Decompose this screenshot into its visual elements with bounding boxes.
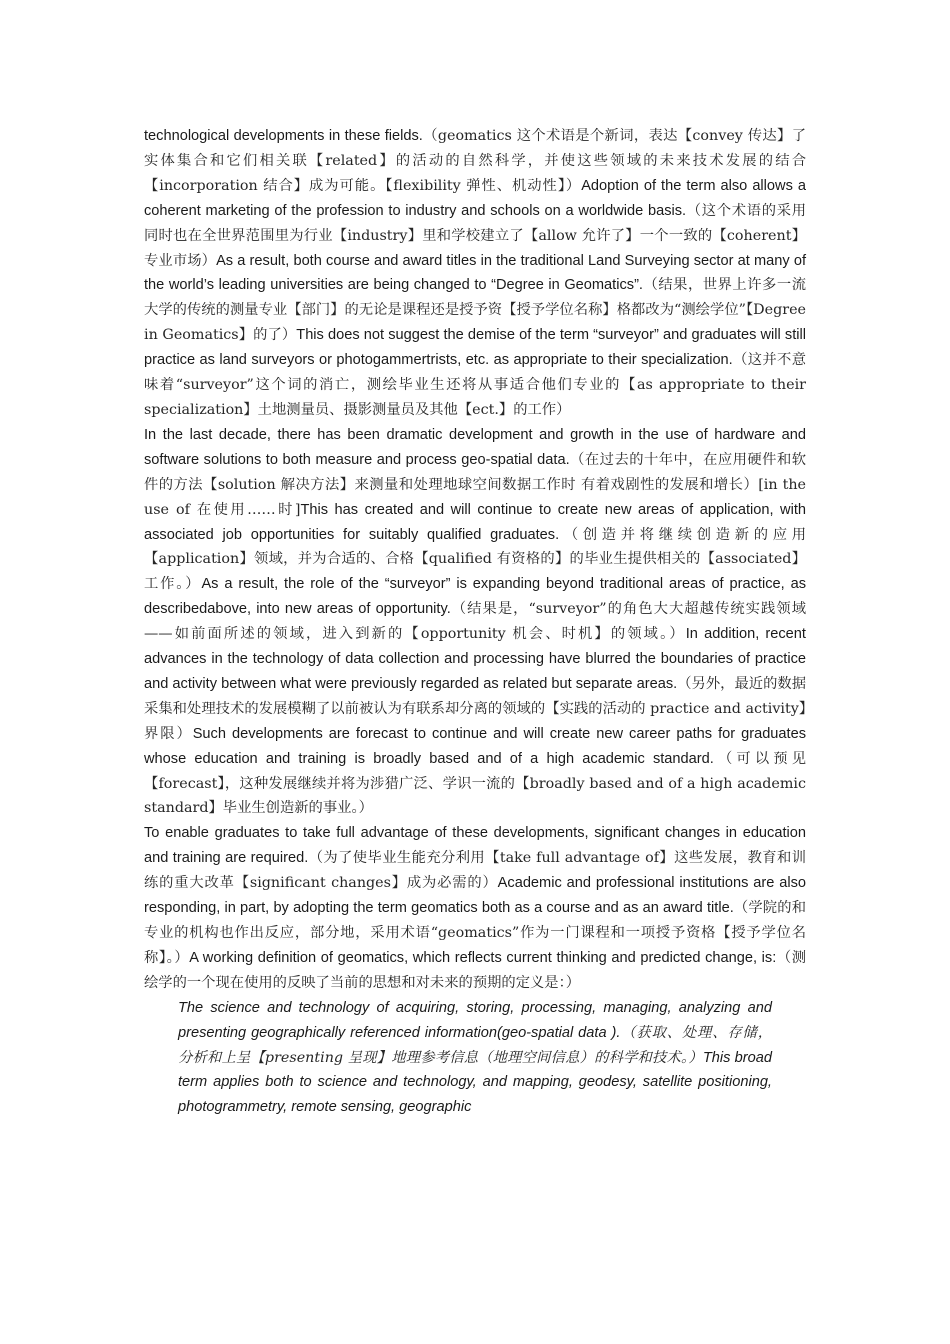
text-run: In addition, recent advances in the technology of data collection and processing have blurred the boundaries of practice and activity between what were previously regarded as related but separate areas. — [144, 626, 806, 692]
text-run: This has created and will continue to create new areas of application, with associated job opportunities for suitably qualified graduates. — [144, 501, 806, 543]
text-run-chinese: （这个术语的采用同时也在全世界范围里为行业【industry】里和学校建立了【allow 允许了】一个一致的【coherent】专业市场） — [144, 202, 807, 269]
text-run: To enable graduates to take full advantage of these developments, significant changes in education and training are required. — [144, 825, 806, 867]
text-run-chinese: （geomatics 这个术语是个新词，表达【convey 传达】了实体集合和它们相关联【related】的活动的自然科学，并使这些领域的未来技术发展的结合【incorporation 结合】成为可能。【flexibility 弹性、机动性】） — [144, 128, 806, 194]
text-run: The science and technology of acquiring, storing, processing, managing, analyzing and presenting geographically referenced information(geo-spatial data ). — [178, 999, 772, 1041]
text-run: Such developments are forecast to continue and will create new career paths for graduates whose education and training is broadly based and of a high academic standard. — [144, 725, 807, 767]
text-run-chinese: （这并不意味着“surveyor”这个词的消亡，测绘毕业生还将从事适合他们专业的【as appropriate to their specialization】土地测量员、摄影测量员及其他【ect.】的工作） — [144, 352, 806, 418]
text-run: As a result, both course and award titles in the traditional Land Surveying sector at many of the world’s leading universities are being changed to “Degree in Geomatics”. — [144, 252, 806, 294]
text-run-chinese: （结果是，“surveyor”的角色大大超越传统实践领域——如前面所述的领域，进入到新的【opportunity 机会、时机】的领域。） — [144, 601, 806, 643]
text-run: Adoption of the term also allows a coherent marketing of the profession to industry and schools on a worldwide basis. — [144, 177, 807, 219]
text-run: technological developments in these fields. — [144, 128, 423, 144]
text-run: A working definition of geomatics, which reflects current thinking and predicted change, is: — [189, 949, 777, 966]
text-run: This does not suggest the demise of the term “surveyor” and graduates will still practice as land surveyors or photogammertrists, etc. as appropriate to their specialization. — [144, 327, 807, 369]
definition-quote — [178, 996, 772, 1121]
text-run: In the last decade, there has been dramatic development and growth in the use of hardware and software solutions to both measure and process geo-spatial data. — [144, 426, 806, 468]
text-run-chinese: （在过去的十年中，在应用硬件和软件的方法【solution 解决方法】来测量和处理地球空间数据工作时 有着戏剧性的发展和增长）[in the use of 在使用……时] — [144, 451, 807, 518]
text-run: Academic and professional institutions are also responding, in part, by adopting the term geomatics both as a course and as an award title. — [144, 875, 807, 917]
text-run-chinese: （获取、处理、存储，分析和上呈【presenting 呈现】地理参考信息（地理空间信息）的科学和技术。） — [178, 1024, 772, 1066]
paragraph-last-decade — [144, 423, 806, 822]
document-page — [144, 124, 806, 1120]
text-run: As a result, the role of the “surveyor” is expanding beyond traditional areas of practice, as describedabove, into new areas of opportunity. — [144, 576, 806, 618]
text-run-chinese: （学院的和专业的机构也作出反应，部分地，采用术语“geomatics”作为一门课程和一项授予资格【授予学位名称】。） — [144, 900, 807, 966]
paragraph-enable-graduates — [144, 821, 806, 995]
text-run-chinese: （测绘学的一个现在使用的反映了当前的思想和对未来的预期的定义是：） — [144, 949, 807, 991]
text-run-chinese: （结果，世界上许多一流大学的传统的测量专业【部门】的无论是课程还是授予资【授予学位名称】格都改为“测绘学位”【Degree in Geomatics】的了） — [144, 277, 806, 344]
paragraph-geomatics-term — [144, 124, 806, 423]
text-run-chinese: （为了使毕业生能充分利用【take full advantage of】这些发展，教育和训练的重大改革【significant changes】成为必需的） — [144, 850, 806, 892]
text-run-chinese: （可以预见【forecast】，这种发展继续并将为涉猎广泛、学识一流的【broadly based and of a high academic standard】毕业生创造新的事业。） — [144, 750, 807, 817]
text-run-chinese: （另外，最近的数据采集和处理技术的发展模糊了以前被认为有联系却分离的领域的【实践的活动的 practice and activity】界限） — [144, 675, 806, 742]
text-run: This broad term applies both to science and technology, and mapping, geodesy, satellite positioning, photogrammetry, remote sensing, geographic — [178, 1049, 773, 1116]
text-run-chinese: （创造并将继续创造新的应用【application】领域，并为合适的、合格【qualified 有资格的】的毕业生提供相关的【associated】工作。） — [144, 526, 807, 593]
